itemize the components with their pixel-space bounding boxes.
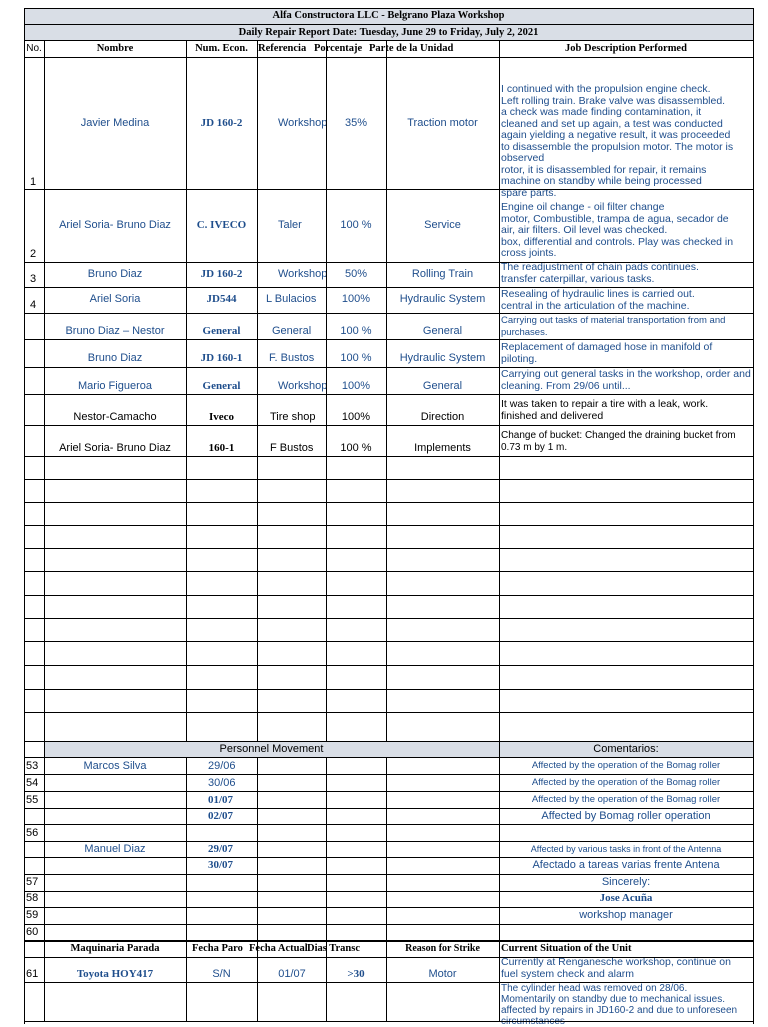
personnel-row-name: Marcos Silva xyxy=(83,760,147,772)
grid-hline xyxy=(24,502,753,503)
row-3-name: Bruno Diaz xyxy=(87,268,143,280)
row-3-no: 3 xyxy=(30,273,37,285)
personnel-row-no: 57 xyxy=(26,876,39,888)
row-5-desc: Carrying out tasks of material transportation from and purchases. xyxy=(501,315,726,338)
row-3-ref: Workshop xyxy=(278,268,328,280)
personnel-row-comment: Affected by the operation of the Bomag roller xyxy=(531,794,721,805)
grid-vline xyxy=(499,757,500,940)
row-7-name: Mario Figueroa xyxy=(78,380,152,392)
grid-hline xyxy=(24,907,753,908)
row-7-ref: Workshop xyxy=(278,380,328,392)
row-7-part: General xyxy=(422,380,463,392)
personnel-row-no: 54 xyxy=(26,777,39,789)
machinery-row-days: >30 xyxy=(347,968,365,980)
row-6-econ: JD 160-1 xyxy=(200,352,243,364)
personnel-row-no: 53 xyxy=(26,760,39,772)
row-1-pct: 35% xyxy=(344,117,368,129)
row-6-pct: 100 % xyxy=(340,352,372,364)
grid-hline xyxy=(24,924,753,925)
personnel-header: Personnel Movement xyxy=(219,743,324,755)
row-4-econ: JD544 xyxy=(206,293,237,305)
grid-vline xyxy=(44,741,45,757)
machinery-col-stop: Fecha Paro xyxy=(192,943,243,954)
machinery-row-no: 61 xyxy=(26,968,39,980)
row-8-name: Nestor-Camacho xyxy=(73,411,157,423)
machinery-row-reason: Motor xyxy=(428,968,457,980)
personnel-row-date: 30/07 xyxy=(208,859,234,871)
row-1-name: Javier Medina xyxy=(80,117,150,129)
grid-vline xyxy=(499,40,500,741)
closing-sincerely: Sincerely: xyxy=(601,876,651,888)
grid-hline xyxy=(24,957,753,958)
signature-name: Jose Acuña xyxy=(599,892,653,904)
report-title: Alfa Constructora LLC - Belgrano Plaza Workshop xyxy=(272,10,505,21)
grid-hline xyxy=(24,665,753,666)
grid-hline xyxy=(24,857,753,858)
row-3-econ: JD 160-2 xyxy=(200,268,243,280)
row-2-part: Service xyxy=(424,219,461,231)
row-3-pct: 50% xyxy=(344,268,368,280)
grid-hline xyxy=(24,741,753,742)
row-5-name: Bruno Diaz – Nestor xyxy=(65,325,165,337)
grid-hline xyxy=(24,57,753,58)
machinery-row-machine: Toyota HOY417 xyxy=(76,968,154,980)
grid-vline xyxy=(386,40,387,741)
row-4-ref: L Bulacios xyxy=(266,293,317,305)
grid-vline xyxy=(326,757,327,940)
row-6-part: Hydraulic System xyxy=(399,352,486,364)
row-1-econ: JD 160-2 xyxy=(200,117,243,129)
grid-vline xyxy=(257,941,258,957)
grid-hline xyxy=(24,287,753,288)
grid-hline xyxy=(24,774,753,775)
row-4-part: Hydraulic System xyxy=(399,293,486,305)
personnel-row-date: 01/07 xyxy=(208,794,234,806)
grid-vline xyxy=(326,941,327,1021)
row-6-desc: Replacement of damaged hose in manifold of piloting. xyxy=(501,341,713,365)
row-3-part: Rolling Train xyxy=(411,268,474,280)
row-4-name: Ariel Soria xyxy=(89,293,141,305)
row-2-ref: Taler xyxy=(278,219,302,231)
grid-vline xyxy=(44,941,45,1021)
grid-hline xyxy=(24,712,753,713)
row-6-name: Bruno Diaz xyxy=(87,352,143,364)
row-8-desc: It was taken to repair a tire with a leak, work. finished and delivered xyxy=(501,398,709,422)
grid-hline xyxy=(24,313,753,314)
machinery-row-stop: S/N xyxy=(212,968,231,980)
machinery-col-reason: Reason for Strike xyxy=(405,943,480,954)
personnel-row-comment: Affected by various tasks in front of the Antenna xyxy=(530,844,722,854)
personnel-row-date: 30/06 xyxy=(208,777,236,789)
row-9-ref: F Bustos xyxy=(270,442,314,454)
grid-hline xyxy=(24,808,753,809)
personnel-row-no: 60 xyxy=(26,926,39,938)
personnel-row-date: 29/06 xyxy=(208,760,236,772)
grid-hline xyxy=(24,641,753,642)
grid-hline xyxy=(24,841,753,842)
grid-vline xyxy=(186,40,187,741)
personnel-row-comment: Affected by Bomag roller operation xyxy=(541,810,711,822)
grid-hline xyxy=(24,891,753,892)
row-9-desc: Change of bucket: Changed the draining bucket from 0.73 m by 1 m. xyxy=(501,430,736,453)
grid-hline xyxy=(24,456,753,457)
row-4-desc: Resealing of hydraulic lines is carried out. central in the articulation of the machine. xyxy=(501,288,695,312)
row-8-ref: Tire shop xyxy=(270,411,316,423)
signature-title: workshop manager xyxy=(579,909,673,921)
report-subtitle: Daily Repair Report Date: Tuesday, June 29 to Friday, July 2, 2021 xyxy=(238,27,539,38)
grid-hline xyxy=(24,824,753,825)
row-1-part: Traction motor xyxy=(407,117,478,129)
machinery-row-situation: Currently at Renganesche workshop, continue on fuel system check and alarm xyxy=(501,956,731,980)
personnel-row-name: Manuel Diaz xyxy=(84,843,146,855)
row-5-part: General xyxy=(422,325,463,337)
col-header-parte: Parte de la Unidad xyxy=(369,43,454,54)
grid-hline xyxy=(24,874,753,875)
machinery-row-current: 01/07 xyxy=(278,968,306,980)
col-header-porcentaje: Porcentaje xyxy=(314,43,363,54)
grid-hline xyxy=(24,24,753,25)
grid-vline xyxy=(186,757,187,940)
personnel-row-no: 55 xyxy=(26,794,39,806)
grid-hline xyxy=(24,367,753,368)
grid-hline xyxy=(24,689,753,690)
grid-hline xyxy=(24,189,753,190)
grid-hline xyxy=(24,339,753,340)
row-1-no: 1 xyxy=(30,176,37,188)
row-6-ref: F. Bustos xyxy=(269,352,315,364)
col-header-num-econ: Num. Econ. xyxy=(195,43,248,54)
grid-vline xyxy=(257,40,258,741)
row-9-name: Ariel Soria- Bruno Diaz xyxy=(59,442,171,454)
row-2-econ: C. IVECO xyxy=(196,219,247,231)
personnel-row-no: 56 xyxy=(26,827,39,839)
grid-hline xyxy=(24,479,753,480)
personnel-row-date: 02/07 xyxy=(208,810,234,822)
grid-hline xyxy=(24,1021,753,1022)
grid-vline xyxy=(257,757,258,940)
row-2-pct: 100 % xyxy=(340,219,372,231)
row-9-pct: 100 % xyxy=(340,442,372,454)
grid-vline xyxy=(386,757,387,940)
row-8-pct: 100% xyxy=(341,411,371,423)
row-8-econ: Iveco xyxy=(208,411,235,423)
row-1-ref: Workshop xyxy=(278,117,328,129)
machinery-col-situation: Current Situation of the Unit xyxy=(501,943,632,954)
personnel-row-no: 58 xyxy=(26,892,39,904)
grid-vline xyxy=(499,941,500,1021)
row-9-econ: 160-1 xyxy=(208,442,235,454)
grid-vline xyxy=(326,40,327,741)
personnel-row-comment: Affected by the operation of the Bomag roller xyxy=(531,760,721,771)
machinery-col-machine: Maquinaria Parada xyxy=(70,943,160,954)
row-4-no: 4 xyxy=(30,299,37,311)
row-7-desc: Carrying out general tasks in the workshop, order and cleaning. From 29/06 until... xyxy=(501,368,751,392)
grid-vline xyxy=(186,941,187,1021)
personnel-row-date: 29/07 xyxy=(208,843,234,855)
grid-vline xyxy=(499,741,500,757)
personnel-row-comment: Affected by the operation of the Bomag roller xyxy=(531,777,721,788)
grid-vline xyxy=(386,941,387,1021)
grid-hline xyxy=(24,571,753,572)
col-header-nombre: Nombre xyxy=(96,43,134,54)
row-2-desc: Engine oil change - oil filter change motor, Combustible, trampa de agua, secador de air, air filters. Oil level was checked. box, differential and controls. Play was checked in cross joints. xyxy=(501,201,734,259)
comments-header: Comentarios: xyxy=(593,743,659,755)
grid-hline xyxy=(24,618,753,619)
grid-hline xyxy=(24,757,753,758)
row-2-name: Ariel Soria- Bruno Diaz xyxy=(59,219,171,231)
machinery-col-current: Fecha Actual xyxy=(249,943,308,954)
grid-vline xyxy=(44,40,45,741)
grid-vline xyxy=(44,757,45,940)
grid-hline xyxy=(24,548,753,549)
row-5-econ: General xyxy=(202,325,241,337)
grid-hline xyxy=(24,394,753,395)
row-7-pct: 100% xyxy=(341,380,371,392)
machinery-row-situation: The cylinder head was removed on 28/06. Momentarily on standby due to mechanical issues. affected by repairs in JD160-2 and due to unforeseen circumstances xyxy=(501,983,738,1027)
personnel-row-comment: Afectado a tareas varias frente Antena xyxy=(532,859,720,871)
grid-hline xyxy=(24,595,753,596)
col-header-no: No. xyxy=(26,43,42,54)
col-header-job: Job Description Performed xyxy=(565,43,687,54)
row-5-ref: General xyxy=(272,325,312,337)
grid-hline xyxy=(24,791,753,792)
grid-hline xyxy=(24,982,753,983)
grid-hline xyxy=(24,941,753,942)
row-2-no: 2 xyxy=(30,248,37,260)
row-1-desc: I continued with the propulsion engine check. Left rolling train. Brake valve was disassembled. a check was made finding contamination, it cleaned and set up again, a test was conducted again yielding a negative result, it was proceeded to disassemble the propulsion motor. The motor is observed rotor, it is disassembled for repair, it remains machine on standby while being processed spare parts. xyxy=(501,83,734,199)
grid-vline xyxy=(753,8,754,1024)
grid-hline xyxy=(24,40,753,41)
col-header-referencia: Referencia xyxy=(258,43,307,54)
row-5-pct: 100 % xyxy=(340,325,372,337)
grid-hline xyxy=(24,8,753,9)
row-3-desc: The readjustment of chain pads continues. transfer caterpillar, various tasks. xyxy=(501,261,699,285)
machinery-col-days: Dias Transc xyxy=(307,943,360,954)
row-9-part: Implements xyxy=(414,442,471,454)
personnel-row-no: 59 xyxy=(26,909,39,921)
row-4-pct: 100% xyxy=(341,293,371,305)
grid-hline xyxy=(24,525,753,526)
grid-vline xyxy=(24,8,25,1024)
row-8-part: Direction xyxy=(420,411,465,423)
row-7-econ: General xyxy=(202,380,241,392)
grid-hline xyxy=(24,262,753,263)
grid-hline xyxy=(24,425,753,426)
